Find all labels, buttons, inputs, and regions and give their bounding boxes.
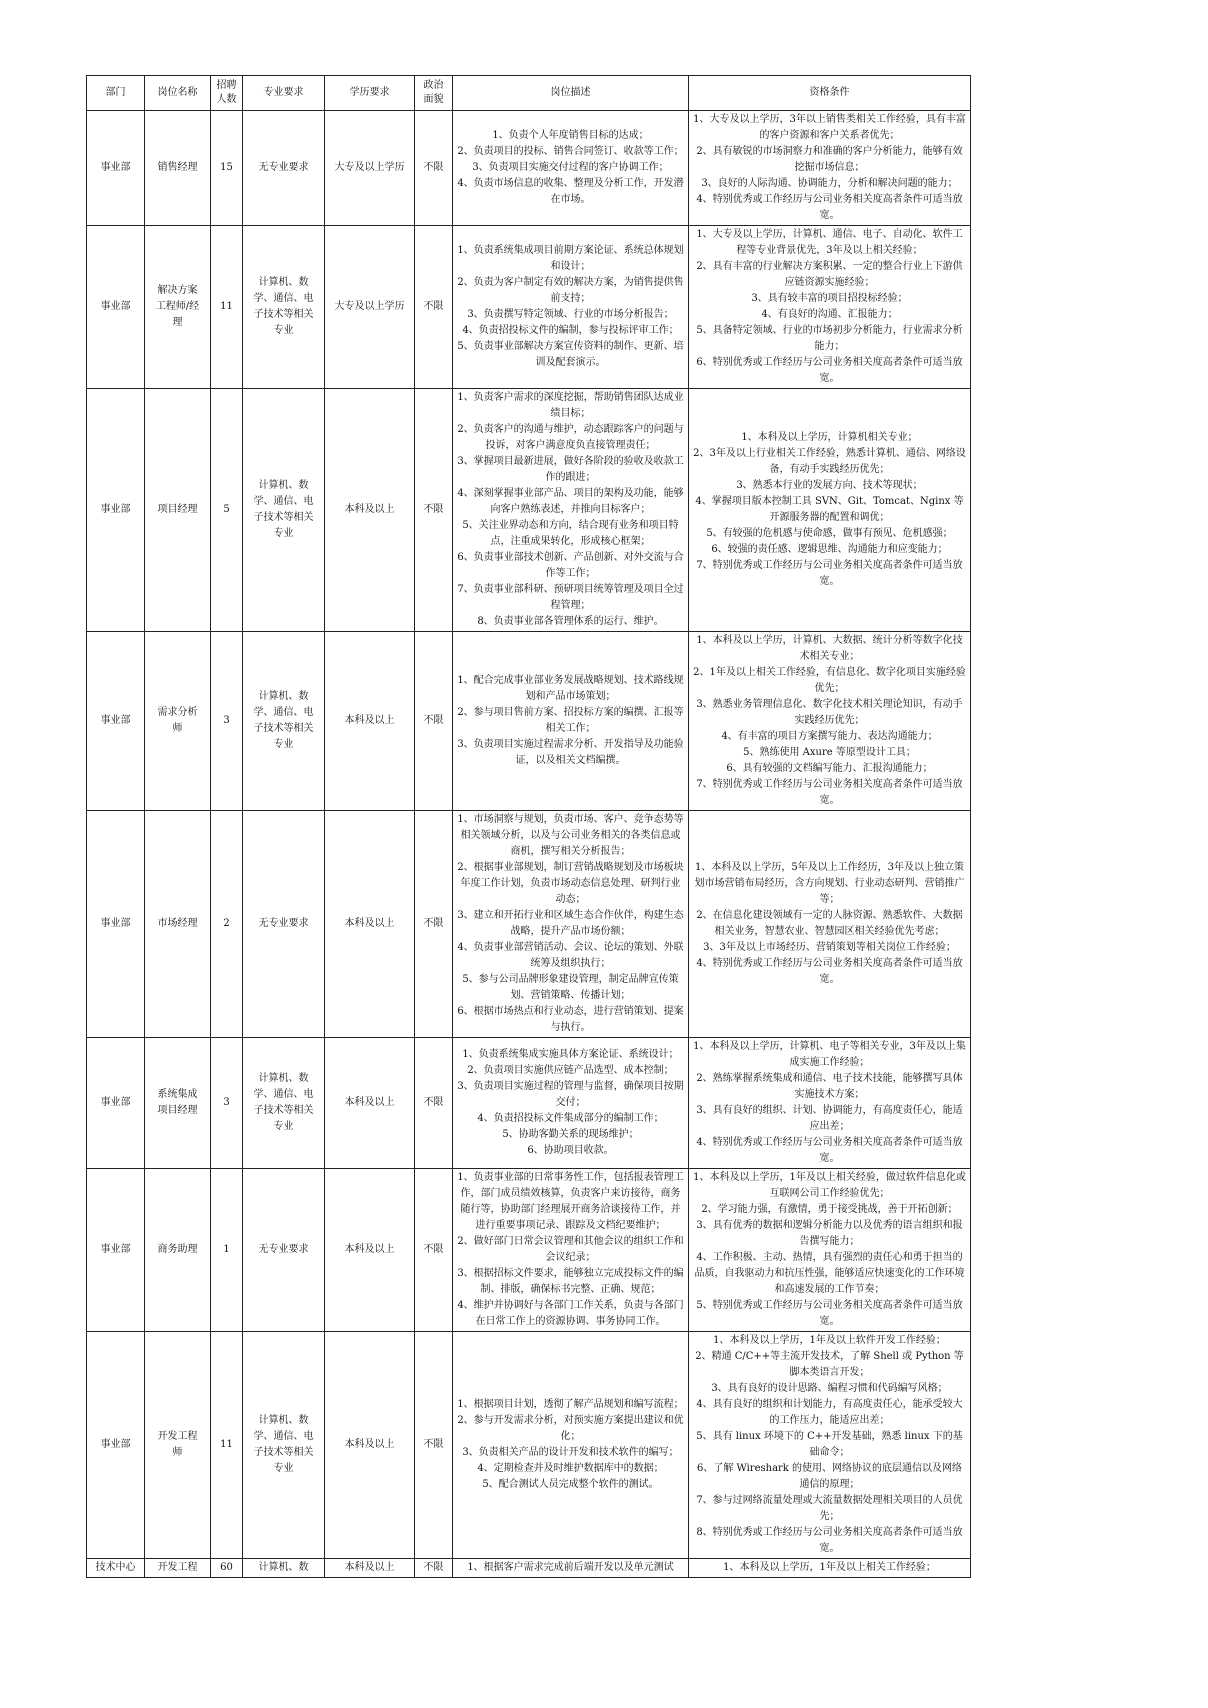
cell-department: 事业部 <box>87 1332 145 1559</box>
cell-position: 需求分析 师 <box>145 632 211 811</box>
cell-department: 事业部 <box>87 111 145 226</box>
cell-major: 计算机、数 学、通信、电 子技术等相关 专业 <box>243 1038 325 1169</box>
cell-major: 无专业要求 <box>243 111 325 226</box>
cell-department: 事业部 <box>87 811 145 1038</box>
header-major: 专业要求 <box>243 76 325 111</box>
header-political: 政治 面貌 <box>415 76 453 111</box>
cell-position: 系统集成 项目经理 <box>145 1038 211 1169</box>
cell-education: 本科及以上 <box>325 811 415 1038</box>
cell-education: 大专及以上学历 <box>325 111 415 226</box>
cell-count: 11 <box>211 226 243 389</box>
cell-description: 1、负责事业部的日常事务性工作，包括报表管理工作，部门成员绩效核算，负责客户来访接待，商务随行等，协助部门经理展开商务洽谈接待工作，并进行重要事项记录、跟踪及文档纪要维护； 2、做好部门日常会议管理和其他会议的组织工作和会议纪录； 3、根据招标文件要求，能够独立完成投标文件的编制、排版，确保标书完整、正确、规范； 4、维护并协调好与各部门工作关系，负责与各部门在日常工作上的资源协调、事务协同工作。 <box>453 1169 689 1332</box>
cell-education: 本科及以上 <box>325 1559 415 1578</box>
header-count: 招聘 人数 <box>211 76 243 111</box>
cell-political: 不限 <box>415 226 453 389</box>
table-row <box>87 1038 971 1169</box>
cell-department: 事业部 <box>87 226 145 389</box>
header-description: 岗位描述 <box>453 76 689 111</box>
cell-major: 计算机、数 学、通信、电 子技术等相关 专业 <box>243 226 325 389</box>
recruitment-table <box>86 75 971 1578</box>
header-position: 岗位名称 <box>145 76 211 111</box>
cell-education: 本科及以上 <box>325 1169 415 1332</box>
cell-political: 不限 <box>415 632 453 811</box>
cell-political: 不限 <box>415 1332 453 1559</box>
table-row <box>87 226 971 389</box>
cell-major: 计算机、数 学、通信、电 子技术等相关 专业 <box>243 389 325 632</box>
table-row <box>87 111 971 226</box>
cell-count: 3 <box>211 632 243 811</box>
cell-major: 计算机、数 学、通信、电 子技术等相关 专业 <box>243 1332 325 1559</box>
table-row <box>87 1332 971 1559</box>
cell-department: 事业部 <box>87 389 145 632</box>
table-row <box>87 811 971 1038</box>
cell-count: 2 <box>211 811 243 1038</box>
cell-position: 开发工程 <box>145 1559 211 1578</box>
cell-qualifications: 1、本科及以上学历，1年及以上相关工作经验； <box>689 1559 971 1578</box>
header-department: 部门 <box>87 76 145 111</box>
header-qualifications: 资格条件 <box>689 76 971 111</box>
cell-political: 不限 <box>415 1559 453 1578</box>
cell-political: 不限 <box>415 1169 453 1332</box>
cell-department: 事业部 <box>87 632 145 811</box>
table-row <box>87 632 971 811</box>
cell-education: 本科及以上 <box>325 1038 415 1169</box>
cell-description: 1、负责系统集成实施具体方案论证、系统设计； 2、负责项目实施供应链产品选型、成本控制； 3、负责项目实施过程的管理与监督，确保项目按期交付； 4、负责招投标文件集成部分的编制工作； 5、协助客勤关系的现场维护； 6、协助项目收款。 <box>453 1038 689 1169</box>
cell-position: 项目经理 <box>145 389 211 632</box>
table-row <box>87 1169 971 1332</box>
cell-education: 本科及以上 <box>325 1332 415 1559</box>
cell-qualifications: 1、本科及以上学历，计算机、电子等相关专业，3年及以上集成实施工作经验； 2、熟练掌握系统集成和通信、电子技术技能，能够撰写具体实施技术方案； 3、具有良好的组织、计划、协调能力，有高度责任心，能适应出差； 4、特别优秀或工作经历与公司业务相关度高者条件可适当放宽。 <box>689 1038 971 1169</box>
cell-education: 本科及以上 <box>325 389 415 632</box>
cell-political: 不限 <box>415 811 453 1038</box>
cell-major: 计算机、数 <box>243 1559 325 1578</box>
cell-political: 不限 <box>415 389 453 632</box>
cell-major: 计算机、数 学、通信、电 子技术等相关 专业 <box>243 632 325 811</box>
cell-description: 1、市场洞察与规划，负责市场、客户、竞争态势等相关领域分析，以及与公司业务相关的各类信息或商机，撰写相关分析报告； 2、根据事业部规划，制订营销战略规划及市场板块年度工作计划，负责市场动态信息处理、研判行业动态； 3、建立和开拓行业和区域生态合作伙伴，构建生态战略，提升产品市场份额； 4、负责事业部营销活动、会议、论坛的策划、外联统筹及组织执行； 5、参与公司品牌形象建设管理，制定品牌宣传策划、营销策略、传播计划； 6、根据市场热点和行业动态，进行营销策划、提案与执行。 <box>453 811 689 1038</box>
cell-description: 1、配合完成事业部业务发展战略规划、技术路线规划和产品市场策划； 2、参与项目售前方案、招投标方案的编撰、汇报等相关工作； 3、负责项目实施过程需求分析、开发指导及功能验证，以及相关文档编撰。 <box>453 632 689 811</box>
cell-qualifications: 1、本科及以上学历，5年及以上工作经历，3年及以上独立策划市场营销布局经历，含方向规划、行业动态研判、营销推广等； 2、在信息化建设领域有一定的人脉资源、熟悉软件、大数据相关业务，智慧农业、智慧园区相关经验优先考虑； 3、3年及以上市场经历、营销策划等相关岗位工作经验； 4、特别优秀或工作经历与公司业务相关度高者条件可适当放宽。 <box>689 811 971 1038</box>
cell-political: 不限 <box>415 1038 453 1169</box>
cell-description: 1、根据客户需求完成前后端开发以及单元测试 <box>453 1559 689 1578</box>
cell-count: 5 <box>211 389 243 632</box>
header-row <box>87 76 971 111</box>
cell-department: 技术中心 <box>87 1559 145 1578</box>
table-row <box>87 389 971 632</box>
cell-count: 60 <box>211 1559 243 1578</box>
cell-department: 事业部 <box>87 1038 145 1169</box>
cell-qualifications: 1、大专及以上学历，计算机、通信、电子、自动化、软件工程等专业背景优先，3年及以上相关经验； 2、具有丰富的行业解决方案积累、一定的整合行业上下游供应链资源实施经验； 3、具有较丰富的项目招投标经验； 4、有良好的沟通、汇报能力； 5、具备特定领域、行业的市场初步分析能力，行业需求分析能力； 6、特别优秀或工作经历与公司业务相关度高者条件可适当放宽。 <box>689 226 971 389</box>
cell-major: 无专业要求 <box>243 1169 325 1332</box>
cell-position: 商务助理 <box>145 1169 211 1332</box>
cell-department: 事业部 <box>87 1169 145 1332</box>
table-row-partial <box>87 1559 971 1578</box>
cell-description: 1、负责系统集成项目前期方案论证、系统总体规划和设计； 2、负责为客户制定有效的解决方案，为销售提供售前支持； 3、负责撰写特定领域、行业的市场分析报告； 4、负责招投标文件的编制，参与投标评审工作； 5、负责事业部解决方案宣传资料的制作、更新、培训及配套演示。 <box>453 226 689 389</box>
table-body <box>87 111 971 1578</box>
cell-qualifications: 1、本科及以上学历，计算机相关专业； 2、3年及以上行业相关工作经验，熟悉计算机、通信、网络设备，有动手实践经历优先； 3、熟悉本行业的发展方向、技术等现状； 4、掌握项目版本控制工具 SVN、Git、Tomcat、Nginx 等开源服务器的配置和调优； 5、有较强的危机感与使命感，做事有预见、危机感强； 6、较强的责任感、逻辑思维、沟通能力和应变能力； 7、特别优秀或工作经历与公司业务相关度高者条件可适当放宽。 <box>689 389 971 632</box>
cell-qualifications: 1、大专及以上学历，3年以上销售类相关工作经验，具有丰富的客户资源和客户关系者优先； 2、具有敏锐的市场洞察力和准确的客户分析能力，能够有效挖掘市场信息； 3、良好的人际沟通、协调能力，分析和解决问题的能力； 4、特别优秀或工作经历与公司业务相关度高者条件可适当放宽。 <box>689 111 971 226</box>
cell-education: 本科及以上 <box>325 632 415 811</box>
cell-education: 大专及以上学历 <box>325 226 415 389</box>
cell-position: 解决方案 工程师/经 理 <box>145 226 211 389</box>
cell-political: 不限 <box>415 111 453 226</box>
cell-qualifications: 1、本科及以上学历，计算机、大数据、统计分析等数字化技术相关专业； 2、1年及以上相关工作经验，有信息化、数字化项目实施经验优先； 3、熟悉业务管理信息化、数字化技术相关理论知识，有动手实践经历优先； 4、有丰富的项目方案撰写能力、表达沟通能力； 5、熟练使用 Axure 等原型设计工具； 6、具有较强的文档编写能力、汇报沟通能力； 7、特别优秀或工作经历与公司业务相关度高者条件可适当放宽。 <box>689 632 971 811</box>
cell-major: 无专业要求 <box>243 811 325 1038</box>
cell-count: 1 <box>211 1169 243 1332</box>
cell-count: 3 <box>211 1038 243 1169</box>
cell-description: 1、负责个人年度销售目标的达成； 2、负责项目的投标、销售合同签订、收款等工作； 3、负责项目实施交付过程的客户协调工作； 4、负责市场信息的收集、整理及分析工作，开发潜在市场。 <box>453 111 689 226</box>
header-education: 学历要求 <box>325 76 415 111</box>
cell-count: 15 <box>211 111 243 226</box>
cell-position: 市场经理 <box>145 811 211 1038</box>
cell-qualifications: 1、本科及以上学历，1年及以上软件开发工作经验； 2、精通 C/C++等主流开发技术，了解 Shell 或 Python 等脚本类语言开发； 3、具有良好的设计思路、编程习惯和代码编写风格； 4、具有良好的组织和计划能力，有高度责任心，能承受较大的工作压力，能适应出差； 5、具有 linux 环境下的 C++开发基础，熟悉 linux 下的基础命令； 6、了解 Wireshark 的使用、网络协议的底层通信以及网络通信的原理； 7、参与过网络流量处理或大流量数据处理相关项目的人员优先； 8、特别优秀或工作经历与公司业务相关度高者条件可适当放宽。 <box>689 1332 971 1559</box>
cell-position: 开发工程 师 <box>145 1332 211 1559</box>
cell-count: 11 <box>211 1332 243 1559</box>
cell-description: 1、根据项目计划，透彻了解产品规划和编写流程； 2、参与开发需求分析，对预实施方案提出建议和优化； 3、负责相关产品的设计开发和技术软件的编写； 4、定期检查并及时维护数据库中的数据； 5、配合测试人员完成整个软件的测试。 <box>453 1332 689 1559</box>
cell-position: 销售经理 <box>145 111 211 226</box>
cell-description: 1、负责客户需求的深度挖掘，帮助销售团队达成业绩目标； 2、负责客户的沟通与维护，动态跟踪客户的问题与投诉，对客户满意度负直接管理责任； 3、掌握项目最新进展，做好各阶段的验收及收款工作的跟进； 4、深刻掌握事业部产品、项目的架构及功能，能够向客户熟练表述，并推向目标客户； 5、关注业界动态和方向，结合现有业务和项目特点，注重成果转化，形成核心框架； 6、负责事业部技术创新、产品创新、对外交流与合作等工作； 7、负责事业部科研、预研项目统筹管理及项目全过程管理； 8、负责事业部各管理体系的运行、维护。 <box>453 389 689 632</box>
cell-qualifications: 1、本科及以上学历，1年及以上相关经验，做过软件信息化或互联网公司工作经验优先； 2、学习能力强，有激情，勇于接受挑战，善于开拓创新； 3、具有优秀的数据和逻辑分析能力以及优秀的语言组织和报告撰写能力； 4、工作积极、主动、热情，具有强烈的责任心和勇于担当的品质，自我驱动力和抗压性强，能够适应快速变化的工作环境和高速发展的工作节奏； 5、特别优秀或工作经历与公司业务相关度高者条件可适当放宽。 <box>689 1169 971 1332</box>
